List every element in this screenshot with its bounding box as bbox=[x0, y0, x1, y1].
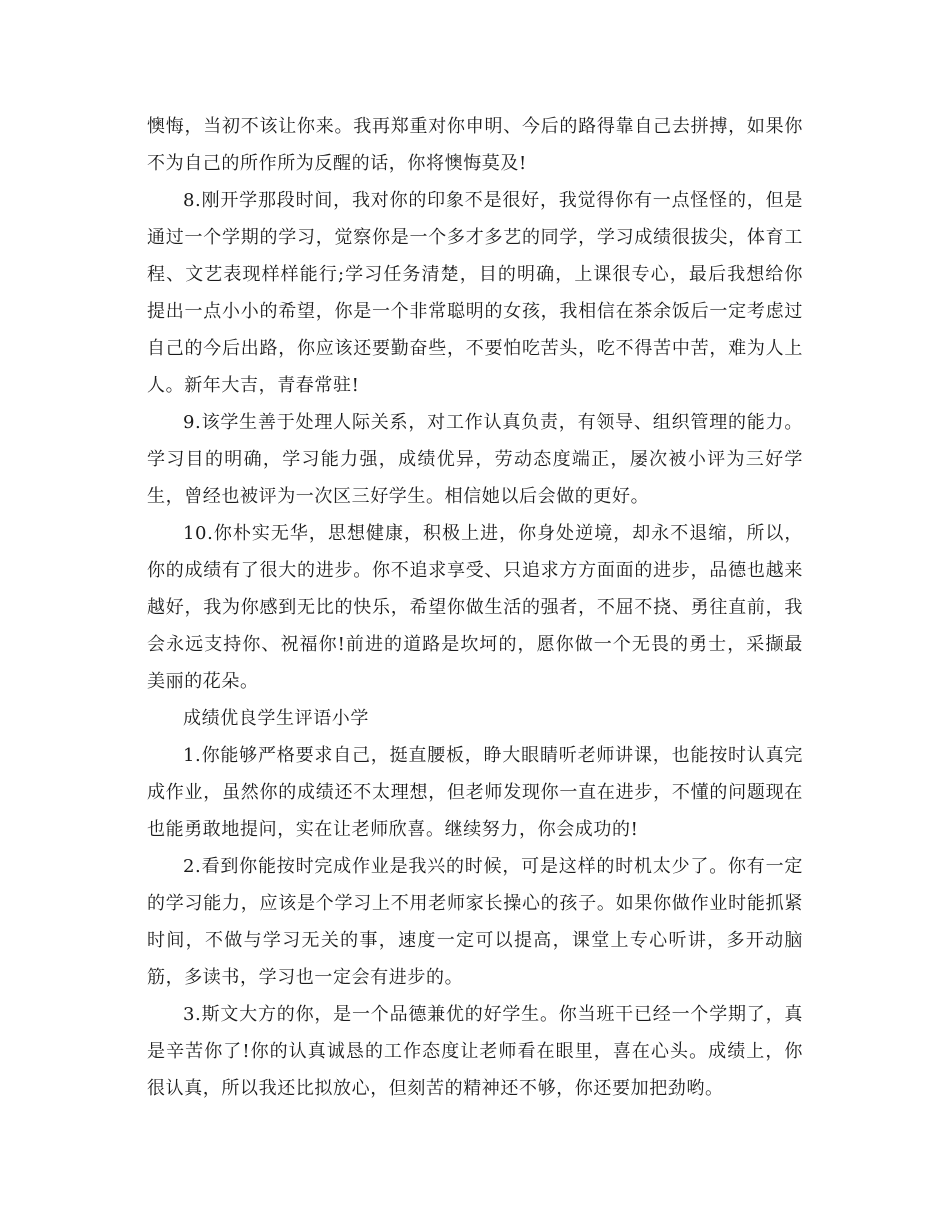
section-heading: 成绩优良学生评语小学 bbox=[183, 708, 369, 729]
document-body bbox=[147, 108, 803, 1107]
paragraph-comment-8: 8.刚开学那段时间，我对你的印象不是很好，我觉得你有一点怪怪的，但是通过一个学期的学习，觉察你是一个多才多艺的同学，学习成绩很拔尖，体育工程、文艺表现样样能行;学习任务清楚，目的明确，上课很专心，最后我想给你提出一点小小的希望，你是一个非常聪明的女孩，我相信在茶余饭后一定考虑过自己的今后出路，你应该还要勤奋些，不要怕吃苦头，吃不得苦中苦，难为人上人。新年大吉，青春常驻! bbox=[147, 190, 803, 396]
paragraph-primary-comment-3: 3.斯文大方的你，是一个品德兼优的好学生。你当班干已经一个学期了，真是辛苦你了!你的认真诚恳的工作态度让老师看在眼里，喜在心头。成绩上，你很认真，所以我还比拟放心，但刻苦的精神还不够，你还要加把劲哟。 bbox=[147, 1004, 803, 1099]
paragraph-continuation: 懊悔，当初不该让你来。我再郑重对你申明、今后的路得靠自己去拼搏，如果你不为自己的所作所为反醒的话，你将懊悔莫及! bbox=[147, 116, 803, 174]
paragraph-comment-9: 9.该学生善于处理人际关系，对工作认真负责，有领导、组织管理的能力。学习目的明确，学习能力强，成绩优异，劳动态度端正，屡次被小评为三好学生，曾经也被评为一次区三好学生。相信她以后会做的更好。 bbox=[147, 412, 803, 507]
paragraph-primary-comment-2: 2.看到你能按时完成作业是我兴的时候，可是这样的时机太少了。你有一定的学习能力，应该是个学习上不用老师家长操心的孩子。如果你做作业时能抓紧时间，不做与学习无关的事，速度一定可以提高，课堂上专心听讲，多开动脑筋，多读书，学习也一定会有进步的。 bbox=[147, 856, 803, 988]
paragraph-comment-10: 10.你朴实无华，思想健康，积极上进，你身处逆境，却永不退缩，所以，你的成绩有了很大的进步。你不追求享受、只追求方方面面的进步，品德也越来越好，我为你感到无比的快乐，希望你做生活的强者，不屈不挠、勇往直前，我会永远支持你、祝福你!前进的道路是坎坷的，愿你做一个无畏的勇士，采撷最美丽的花朵。 bbox=[147, 523, 803, 692]
paragraph-primary-comment-1: 1.你能够严格要求自己，挺直腰板，睁大眼睛听老师讲课，也能按时认真完成作业，虽然你的成绩还不太理想，但老师发现你一直在进步，不懂的问题现在也能勇敢地提问，实在让老师欣喜。继续努力，你会成功的! bbox=[147, 745, 803, 840]
